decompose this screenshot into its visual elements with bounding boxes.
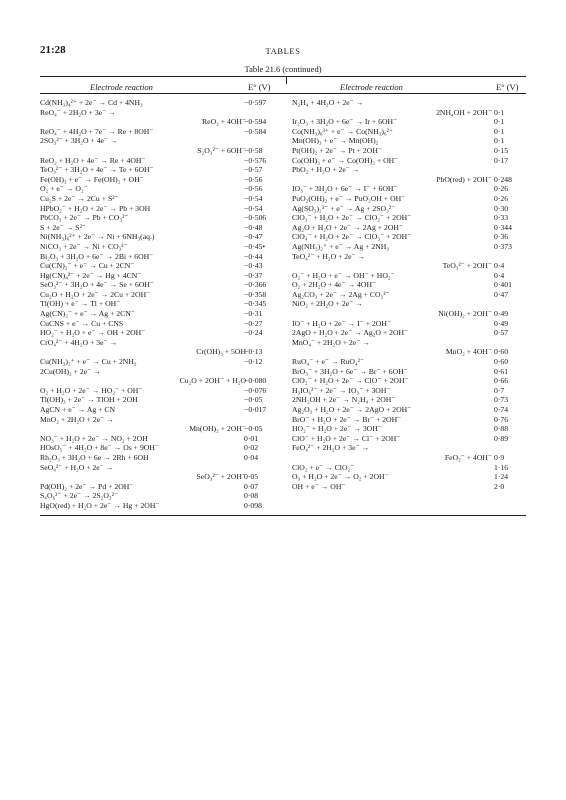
standard-potential: −0·358 — [244, 289, 267, 299]
electrode-reaction: N₂H₄ + 4H₂O + 2e⁻ → — [292, 98, 364, 107]
table-row — [292, 165, 526, 175]
table-row — [40, 376, 280, 386]
table-top-rule — [40, 76, 526, 77]
table-row — [292, 242, 526, 252]
table-row — [292, 299, 526, 309]
running-title: TABLES — [265, 46, 301, 56]
table-row — [292, 482, 526, 492]
standard-potential: 0·4 — [494, 270, 505, 280]
electrode-reaction: Pd(OH)₂ + 2e⁻ → Pd + 2OH⁻ — [40, 481, 134, 491]
electrode-reaction: O₂ + 2H₂O + 4e⁻ → 4OH⁻ — [292, 280, 377, 290]
table-row — [40, 453, 280, 463]
table-row — [40, 482, 280, 492]
table-row — [40, 242, 280, 252]
electrode-reaction: CuCNS + e⁻ → Cu + CNS — [40, 318, 124, 328]
electrode-reaction: O₂⁻ + H₂O + e⁻ → OH⁻ + HO₂⁻ — [292, 270, 395, 280]
table-row — [292, 472, 526, 482]
standard-potential: 0·9 — [494, 452, 505, 462]
table-row — [40, 405, 280, 415]
electrode-reaction: FeO₄²⁻ + 2H₂O + 3e⁻ → — [292, 443, 370, 453]
electrode-reaction: 2Cu(OH)₂ + 2e⁻ → — [40, 366, 101, 376]
electrode-reaction: 2NH₂OH + 2e⁻ → N₂H₄ + 2OH⁻ — [292, 395, 396, 405]
standard-potential: 0·1 — [494, 126, 505, 136]
standard-potential: 0·05 — [244, 472, 259, 482]
standard-potential: 0·88 — [494, 424, 509, 434]
electrode-reaction: SeO₃²⁻ + 3H₂O + 4e⁻ → Se + 6OH⁻ — [40, 280, 154, 290]
standard-potential: −0·13 — [244, 347, 263, 357]
standard-potential: −0·12 — [244, 357, 263, 367]
table-row — [40, 280, 280, 290]
standard-potential: 0·49 — [494, 309, 509, 319]
standard-potential: −0·017 — [244, 405, 267, 414]
standard-potential: −0·31 — [244, 309, 263, 319]
electrode-reaction: O₃ + H₂O + 2e⁻ → O₂ + 2OH⁻ — [292, 472, 389, 482]
standard-potential: 0·89 — [494, 433, 509, 443]
standard-potential: 0·60 — [494, 357, 509, 367]
table-row — [40, 463, 280, 473]
electrode-reaction: SeO₃²⁻ + 2OH⁻ — [196, 472, 246, 482]
electrode-reaction: Ni(OH)₂ + 2OH⁻ — [438, 309, 492, 319]
standard-potential: 0·36 — [494, 232, 509, 242]
electrode-reaction: ClO₃⁻ + H₂O + 2e⁻ → ClO₂⁻ + 2OH⁻ — [292, 213, 412, 223]
electrode-reaction: Cr(OH)₃ + 5OH — [196, 347, 246, 357]
table-row — [292, 280, 526, 290]
table-row — [40, 156, 280, 166]
electrode-reaction: RuO₄⁻ + e⁻ → RuO₄²⁻ — [292, 357, 365, 367]
electrode-reaction: Cd(NH₃)₄²⁺ + 2e⁻ → Cd + 4NH₃ — [40, 98, 143, 107]
standard-potential: 0·73 — [494, 395, 509, 405]
electrode-reaction: ReO₄⁻ + 4H₂O + 7e⁻ → Re + 8OH⁻ — [40, 126, 154, 136]
standard-potential: 0·02 — [244, 443, 259, 453]
standard-potential: −0·594 — [244, 117, 267, 127]
table-row — [40, 491, 280, 501]
electrode-reaction: MnO₂ + 2H₂O + 2e⁻ → — [40, 414, 114, 424]
standard-potential: 0·098 — [244, 500, 262, 510]
table-bottom-rule — [40, 515, 526, 516]
standard-potential: 0·07 — [244, 481, 259, 491]
table-row — [40, 175, 280, 185]
table-row — [40, 424, 280, 434]
right-potential-header: E° (V) — [496, 82, 519, 92]
table-row — [40, 299, 280, 309]
electrode-reaction: ReO₄⁻ + 2H₂O + 3e⁻ → — [40, 107, 116, 117]
table-row — [292, 434, 526, 444]
electrode-reaction: HPbO₂⁻ + H₂O + 2e⁻ → Pb + 3OH — [40, 203, 151, 213]
electrode-reaction: PbO(red) + 2OH⁻ — [436, 174, 492, 184]
table-row — [40, 501, 280, 511]
table-row — [292, 213, 526, 223]
table-row — [40, 338, 280, 348]
table-row — [292, 98, 526, 108]
electrode-reaction: BrO⁻ + H₂O + 2e⁻ → Br⁻ + 2OH⁻ — [292, 414, 402, 424]
standard-potential: −0·080 — [244, 376, 267, 386]
table-row — [40, 136, 280, 146]
standard-potential: −0·27 — [244, 318, 263, 328]
standard-potential: 2·0 — [494, 481, 505, 491]
standard-potential: 0·1 — [494, 117, 505, 127]
electrode-reaction: Cu₂O + 2OH⁻ + H₂O — [179, 376, 246, 386]
standard-potential: 0·30 — [494, 203, 509, 213]
standard-potential: −0·57 — [244, 165, 263, 175]
table-row — [292, 424, 526, 434]
electrode-reaction: Ag(NH₃)₂⁺ + e⁻ → Ag + 2NH₃ — [292, 241, 389, 251]
standard-potential: 0·15 — [494, 145, 509, 155]
electrode-reaction: Ag₂O + H₂O + 2e⁻ → 2Ag + 2OH⁻ — [292, 222, 404, 232]
standard-potential: 0·344 — [494, 222, 512, 232]
standard-potential: −0·576 — [244, 155, 267, 165]
electrode-reaction: Ag₂CO₃ + 2e⁻ → 2Ag + CO₃²⁻ — [292, 289, 390, 299]
electrode-reaction: Cu(NH₃)₂⁺ + e⁻ → Cu + 2NH₃ — [40, 357, 137, 367]
electrode-reaction: ReO₂ + H₂O + 4e⁻ → Re + 4OH⁻ — [40, 155, 146, 165]
standard-potential: −0·44 — [244, 251, 263, 261]
table-row — [40, 395, 280, 405]
table-row — [292, 415, 526, 425]
table-row — [292, 261, 526, 271]
standard-potential: 0·57 — [494, 328, 509, 338]
electrode-reaction: O₂ + H₂O + 2e⁻ → HO₂⁻ + OH⁻ — [40, 385, 143, 395]
electrode-reaction: CrO₄²⁻ + 4H₂O + 3e⁻ → — [40, 337, 118, 347]
table-row — [40, 252, 280, 262]
electrode-reaction: 2SO₃²⁻ + 3H₂O + 4e⁻ → — [40, 136, 118, 146]
table-row — [40, 232, 280, 242]
standard-potential: 1·24 — [494, 472, 509, 482]
table-row — [292, 376, 526, 386]
electrode-reaction: NO₃⁻ + H₂O + 2e⁻ → NO₂ + 2OH — [40, 433, 148, 443]
electrode-reaction: Pt(OH)₂ + 2e⁻ → Pt + 2OH⁻ — [292, 145, 382, 155]
standard-potential: 0·76 — [494, 414, 509, 424]
electrode-reaction: HO₂⁻ + H₂O + 2e⁻ → 3OH⁻ — [292, 424, 382, 434]
standard-potential: 0·01 — [244, 433, 259, 443]
electrode-reaction: TeO₃²⁻ + 2OH⁻ — [442, 261, 492, 271]
standard-potential: −0·345 — [244, 299, 267, 309]
electrode-reaction: Ni(NH₃)₆²⁺ + 2e⁻ → Ni + 6NH₃(aq.) — [40, 232, 155, 242]
table-caption: Table 21.6 (continued) — [244, 64, 322, 74]
table-row — [292, 338, 526, 348]
standard-potential: −0·076 — [244, 385, 267, 395]
standard-potential: 0·1 — [494, 107, 505, 117]
table-row — [40, 165, 280, 175]
electrode-reaction: TeO₃²⁻ + 3H₂O + 4e⁻ → Te + 6OH⁻ — [40, 165, 154, 175]
table-row — [40, 213, 280, 223]
table-row — [292, 405, 526, 415]
standard-potential: −0·05 — [244, 424, 263, 434]
table-row — [40, 357, 280, 367]
table-row — [40, 194, 280, 204]
table-row — [292, 328, 526, 338]
table-row — [292, 453, 526, 463]
standard-potential: −0·366 — [244, 280, 267, 290]
table-row — [40, 434, 280, 444]
standard-potential: 1·16 — [494, 462, 509, 472]
electrode-reaction: HO₂⁻ + H₂O + e⁻ → OH + 2OH⁻ — [40, 328, 146, 338]
electrode-reaction: HOsO₅⁻ + 4H₂O + 8e⁻ → Os + 9OH⁻ — [40, 443, 159, 453]
electrode-reaction: NiO₂ + 2H₂O + 2e⁻ → — [292, 299, 363, 309]
electrode-reaction: PbCO₃ + 2e⁻ → Pb + CO₃²⁻ — [40, 213, 129, 223]
standard-potential: −0·58 — [244, 145, 263, 155]
electrode-reaction: HgO(red) + H₂O + 2e⁻ → Hg + 2OH⁻ — [40, 500, 160, 510]
table-row — [292, 146, 526, 156]
electrode-reaction: Ag(SO₃)₂³⁻ + e⁻ → Ag + 2SO₃²⁻ — [292, 203, 396, 213]
standard-potential: −0·43 — [244, 261, 263, 271]
electrode-reaction: MnO₂ + 4OH⁻ — [445, 347, 492, 357]
electrode-reaction: Cu₂S + 2e⁻ → 2Cu + S²⁻ — [40, 193, 119, 203]
standard-potential: 0·66 — [494, 376, 509, 386]
electrode-reaction: Rh₂O₃ + 3H₂O + 6e → 2Rh + 6OH — [40, 452, 149, 462]
standard-potential: −0·506 — [244, 213, 267, 223]
standard-potential: 0·49 — [494, 318, 509, 328]
electrode-reaction: OH + e⁻ → OH⁻ — [292, 481, 346, 491]
table-row — [292, 290, 526, 300]
column-divider — [286, 77, 287, 84]
table-row — [40, 415, 280, 425]
standard-potential: 0·60 — [494, 347, 509, 357]
standard-potential: 0·17 — [494, 155, 509, 165]
electrode-reaction: IO⁻ + H₂O + 2e⁻ → I⁻ + 2OH⁻ — [292, 318, 391, 328]
table-row — [40, 319, 280, 329]
standard-potential: −0·584 — [244, 126, 267, 136]
standard-potential: 0·401 — [494, 280, 512, 290]
table-row — [292, 367, 526, 377]
standard-potential: 0·61 — [494, 366, 509, 376]
electrode-reaction: PbO₂ + H₂O + 2e⁻ → — [292, 165, 360, 175]
table-row — [292, 252, 526, 262]
table-row — [40, 223, 280, 233]
table-row — [292, 463, 526, 473]
right-reaction-header: Electrode reaction — [340, 82, 403, 92]
electrode-reaction: Mn(OH)₂ + 2OH⁻ — [189, 424, 246, 434]
standard-potential: 0·47 — [494, 289, 509, 299]
table-row — [292, 395, 526, 405]
table-row — [292, 108, 526, 118]
electrode-reaction: SeO₄²⁻ + H₂O + 2e⁻ → — [40, 462, 114, 472]
right-column — [292, 98, 526, 491]
table-row — [292, 271, 526, 281]
electrode-reaction: Hg(CN)₄²⁻ + 2e⁻ → Hg + 4CN⁻ — [40, 270, 142, 280]
standard-potential: 0·26 — [494, 193, 509, 203]
table-row — [40, 146, 280, 156]
electrode-reaction: Tl(OH)₃ + 2e⁻ → TlOH + 2OH — [40, 395, 138, 405]
table-row — [292, 204, 526, 214]
electrode-reaction: ClO₂ + e⁻ → ClO₂⁻ — [292, 462, 355, 472]
table-row — [40, 386, 280, 396]
standard-potential: −0·47 — [244, 232, 263, 242]
page-number: 21:28 — [40, 44, 66, 56]
table-row — [40, 98, 280, 108]
table-row — [292, 309, 526, 319]
electrode-reaction: Co(OH)₃ + e⁻ → Co(OH)₂ + OH⁻ — [292, 155, 399, 165]
electrode-reaction: FeO₂⁻ + 4OH⁻ — [444, 452, 492, 462]
electrode-reaction: S₄O₆²⁻ + 2e⁻ → 2S₂O₃²⁻ — [40, 491, 118, 501]
table-row — [40, 117, 280, 127]
standard-potential: −0·56 — [244, 184, 263, 194]
standard-potential: −0·54 — [244, 203, 263, 213]
electrode-reaction: ClO⁻ + H₂O + 2e⁻ → Cl⁻ + 2OH⁻ — [292, 433, 401, 443]
table-row — [40, 309, 280, 319]
table-row — [40, 347, 280, 357]
electrode-reaction: H₃IO₆²⁻ + 2e⁻ → IO₃⁻ + 3OH⁻ — [292, 385, 391, 395]
standard-potential: −0·597 — [244, 98, 267, 107]
electrode-reaction: 2AgO + H₂O + 2e⁻ → Ag₂O + 2OH⁻ — [292, 328, 409, 338]
electrode-reaction: 2NH₄OH + 2OH⁻ — [436, 107, 492, 117]
table-row — [292, 117, 526, 127]
table-row — [40, 108, 280, 118]
electrode-reaction: Bi₂O₃ + 3H₂O + 6e⁻ → 2Bi + 6OH⁻ — [40, 251, 154, 261]
table-row — [292, 127, 526, 137]
table-row — [292, 136, 526, 146]
standard-potential: 0·33 — [494, 213, 509, 223]
electrode-reaction: TeO₄²⁻ + H₂O + 2e⁻ → — [292, 251, 366, 261]
standard-potential: 0·74 — [494, 405, 509, 414]
standard-potential: 0·248 — [494, 174, 512, 184]
table-row — [40, 271, 280, 281]
standard-potential: 0·26 — [494, 184, 509, 194]
table-row — [40, 328, 280, 338]
standard-potential: −0·56 — [244, 174, 263, 184]
table-row — [292, 184, 526, 194]
table-row — [292, 194, 526, 204]
standard-potential: 0·4 — [494, 261, 505, 271]
electrode-reaction: AgCN + e⁻ → Ag + CN — [40, 405, 116, 414]
standard-potential: 0·04 — [244, 452, 259, 462]
table-header-rule — [40, 93, 526, 94]
electrode-reaction: S₂O₃²⁻ + 6OH⁻ — [197, 145, 246, 155]
standard-potential: −0·24 — [244, 328, 263, 338]
electrode-reaction: Ag₂O₃ + H₂O + 2e⁻ → 2AgO + 2OH⁻ — [292, 405, 412, 414]
electrode-reaction: BrO₃⁻ + 3H₂O + 6e⁻ → Br⁻ + 6OH⁻ — [292, 366, 408, 376]
standard-potential: 0·373 — [494, 241, 512, 251]
electrode-reaction: NiCO₃ + 2e⁻ → Ni + CO₃²⁻ — [40, 241, 128, 251]
standard-potential: 0·7 — [494, 385, 505, 395]
table-row — [292, 175, 526, 185]
table-row — [40, 367, 280, 377]
standard-potential: −0·37 — [244, 270, 263, 280]
standard-potential: −0·54 — [244, 193, 263, 203]
table-row — [292, 443, 526, 453]
electrode-reaction: Fe(OH)₃ + e⁻ → Fe(OH)₂ + OH⁻ — [40, 174, 144, 184]
electrode-reaction: Ir₂O₃ + 3H₂O + 6e⁻ → Ir + 6OH⁻ — [292, 117, 398, 127]
table-row — [292, 347, 526, 357]
electrode-reaction: PuO₂(OH)₂ + e⁻ → PuO₂OH + OH⁻ — [292, 193, 406, 203]
electrode-reaction: Tl(OH) + e⁻ → Tl + OH⁻ — [40, 299, 121, 309]
table-row — [40, 290, 280, 300]
left-potential-header: E° (V) — [248, 82, 271, 92]
table-row — [292, 223, 526, 233]
table-row — [40, 184, 280, 194]
table-row — [40, 127, 280, 137]
electrode-reaction: Co(NH₃)₆³⁺ + e⁻ → Co(NH₃)₆²⁺ — [292, 126, 394, 136]
electrode-reaction: ReO₂ + 4OH⁻ — [202, 117, 246, 127]
electrode-reaction: ClO₂⁻ + H₂O + 2e⁻ → ClO⁻ + 2OH⁻ — [292, 376, 409, 386]
electrode-reaction: Ag(CN)₂⁻ + e⁻ → Ag + 2CN⁻ — [40, 309, 135, 319]
table-row — [292, 232, 526, 242]
electrode-reaction: Cu(CN)₂⁻ + e⁻ → Cu + 2CN⁻ — [40, 261, 135, 271]
electrode-reaction: O₂ + e⁻ → O₂⁻ — [40, 184, 88, 194]
table-row — [292, 357, 526, 367]
electrode-reaction: Cu₂O + H₂O + 2e⁻ → 2Cu + 2OH⁻ — [40, 289, 151, 299]
table-row — [292, 386, 526, 396]
electrode-reaction: ClO₄⁻ + H₂O + 2e⁻ → ClO₃⁻ + 2OH⁻ — [292, 232, 412, 242]
standard-potential: −0·45• — [244, 241, 266, 251]
table-row — [292, 156, 526, 166]
table-row — [40, 204, 280, 214]
table-row — [292, 319, 526, 329]
electrode-reaction: MnO₄⁻ + 2H₂O + 2e⁻ → — [292, 337, 370, 347]
standard-potential: −0·48 — [244, 222, 263, 232]
standard-potential: 0·1 — [494, 136, 505, 146]
left-column — [40, 98, 280, 511]
table-row — [40, 443, 280, 453]
electrode-reaction: Mn(OH)₃ + e⁻ → Mn(OH)₂ — [292, 136, 379, 146]
left-reaction-header: Electrode reaction — [90, 82, 153, 92]
standard-potential: 0·08 — [244, 491, 259, 501]
electrode-reaction: S + 2e⁻ → S²⁻ — [40, 222, 86, 232]
table-row — [40, 472, 280, 482]
standard-potential: −0·05 — [244, 395, 263, 405]
electrode-reaction: IO₃⁻ + 3H₂O + 6e⁻ → I⁻ + 6OH⁻ — [292, 184, 398, 194]
table-row — [40, 261, 280, 271]
